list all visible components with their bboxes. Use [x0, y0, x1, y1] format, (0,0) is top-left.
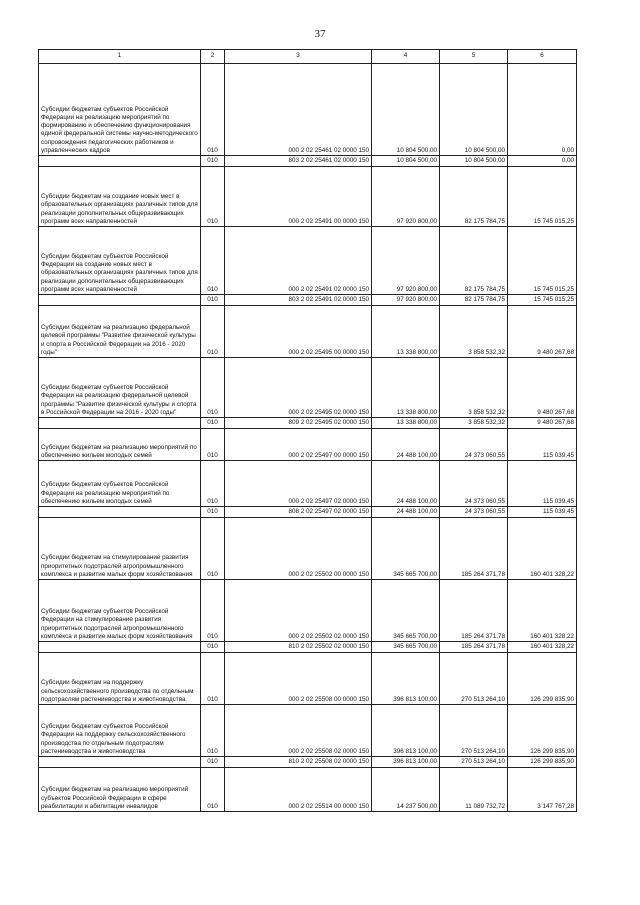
- row-remaining-amount: 9 480 267,68: [508, 306, 577, 358]
- row-budget-code: 000 2 02 25497 02 0000 150: [225, 461, 372, 507]
- table-row: [39, 518, 577, 580]
- row-budget-code: 803 2 02 25461 02 0000 150: [225, 156, 372, 167]
- row-name: Субсидии бюджетам субъектов Российской Федерации на реализацию мероприятий по обеспечению жильем молодых семей: [39, 461, 201, 507]
- row-name: Субсидии бюджетам на стимулирование развития приоритетных подотраслей агропромышленного комплекса и развитие малых форм хозяйствования: [39, 518, 201, 580]
- row-approved-amount: 97 920 800,00: [372, 167, 440, 227]
- budget-table: [38, 49, 577, 812]
- table-row: [39, 167, 577, 227]
- row-remaining-amount: 9 480 267,68: [508, 358, 577, 418]
- row-remaining-amount: 160 401 328,22: [508, 518, 577, 580]
- row-remaining-amount: 115 039,45: [508, 429, 577, 461]
- table-row: [39, 757, 577, 768]
- row-budget-code: 000 2 02 25502 02 0000 150: [225, 580, 372, 642]
- row-remaining-amount: 126 299 835,90: [508, 757, 577, 768]
- row-admin-code: 010: [201, 518, 225, 580]
- row-budget-code: 000 2 02 25495 02 0000 150: [225, 358, 372, 418]
- row-budget-code: 000 2 02 25461 02 0000 150: [225, 64, 372, 156]
- row-budget-code: 808 2 02 25497 02 0000 150: [225, 507, 372, 518]
- row-executed-amount: 185 264 371,78: [440, 518, 508, 580]
- row-executed-amount: 3 858 532,32: [440, 358, 508, 418]
- row-executed-amount: 24 373 060,55: [440, 429, 508, 461]
- row-admin-code: 010: [201, 429, 225, 461]
- row-admin-code: 010: [201, 507, 225, 518]
- row-admin-code: 010: [201, 64, 225, 156]
- row-executed-amount: 3 858 532,32: [440, 306, 508, 358]
- row-executed-amount: 10 804 500,00: [440, 64, 508, 156]
- row-approved-amount: 14 237 500,00: [372, 768, 440, 812]
- row-name: [39, 295, 201, 306]
- row-admin-code: 010: [201, 653, 225, 705]
- table-row: [39, 295, 577, 306]
- row-admin-code: 010: [201, 167, 225, 227]
- row-admin-code: 010: [201, 156, 225, 167]
- row-budget-code: 000 2 02 25508 02 0000 150: [225, 705, 372, 757]
- row-budget-code: 803 2 02 25491 02 0000 150: [225, 295, 372, 306]
- row-executed-amount: 270 513 264,10: [440, 653, 508, 705]
- row-approved-amount: 396 813 100,00: [372, 757, 440, 768]
- column-header: 1: [39, 50, 201, 64]
- row-remaining-amount: 160 401 328,22: [508, 580, 577, 642]
- row-name: Субсидии бюджетам субъектов Российской Федерации на реализацию мероприятий по формированию и обеспечению функционирования единой федеральной системы научно-методического сопровождения педагогических работников и управленческих кадров: [39, 64, 201, 156]
- row-budget-code: 000 2 02 25495 00 0000 150: [225, 306, 372, 358]
- row-approved-amount: 13 338 800,00: [372, 358, 440, 418]
- row-name: Субсидии бюджетам субъектов Российской Федерации на поддержку сельскохозяйственного производства по отдельным подотраслям растениеводства и животноводства: [39, 705, 201, 757]
- row-name: [39, 507, 201, 518]
- column-header: 4: [372, 50, 440, 64]
- row-approved-amount: 24 488 100,00: [372, 429, 440, 461]
- row-admin-code: 010: [201, 418, 225, 429]
- row-approved-amount: 396 813 100,00: [372, 705, 440, 757]
- row-executed-amount: 10 804 500,00: [440, 156, 508, 167]
- table-row: [39, 705, 577, 757]
- row-budget-code: 000 2 02 25491 02 0000 150: [225, 227, 372, 295]
- row-budget-code: 000 2 02 25502 00 0000 150: [225, 518, 372, 580]
- row-approved-amount: 345 665 700,00: [372, 642, 440, 653]
- table-row: [39, 580, 577, 642]
- row-approved-amount: 13 338 800,00: [372, 418, 440, 429]
- row-name: Субсидии бюджетам субъектов Российской Федерации на стимулирование развития приоритетных подотраслей агропромышленного комплекса и развитие малых форм хозяйствования: [39, 580, 201, 642]
- row-executed-amount: 11 089 732,72: [440, 768, 508, 812]
- row-budget-code: 809 2 02 25495 02 0000 150: [225, 418, 372, 429]
- row-admin-code: 010: [201, 227, 225, 295]
- row-name: Субсидии бюджетам субъектов Российской Федерации на реализацию федеральной целевой программы "Развитие физической культуры и спорта в Российской Федерации на 2016 - 2020 годы": [39, 358, 201, 418]
- row-budget-code: 000 2 02 25514 00 0000 150: [225, 768, 372, 812]
- row-remaining-amount: 115 039,45: [508, 461, 577, 507]
- table-body: [39, 64, 577, 812]
- row-executed-amount: 185 264 371,78: [440, 580, 508, 642]
- row-name: Субсидии бюджетам на поддержку сельскохозяйственного производства по отдельным подотраслям растениеводства и животноводства: [39, 653, 201, 705]
- row-executed-amount: 270 513 264,10: [440, 705, 508, 757]
- row-approved-amount: 396 813 100,00: [372, 653, 440, 705]
- table-row: [39, 461, 577, 507]
- row-approved-amount: 345 665 700,00: [372, 518, 440, 580]
- table-row: [39, 156, 577, 167]
- row-approved-amount: 10 804 500,00: [372, 64, 440, 156]
- row-remaining-amount: 15 745 015,25: [508, 167, 577, 227]
- column-header: 6: [508, 50, 577, 64]
- row-admin-code: 010: [201, 580, 225, 642]
- row-executed-amount: 82 175 784,75: [440, 295, 508, 306]
- table-row: [39, 642, 577, 653]
- row-remaining-amount: 115 039,45: [508, 507, 577, 518]
- table-row: [39, 429, 577, 461]
- row-admin-code: 010: [201, 358, 225, 418]
- row-approved-amount: 24 488 100,00: [372, 461, 440, 507]
- table-row: [39, 768, 577, 812]
- table-row: [39, 507, 577, 518]
- row-executed-amount: 185 264 371,78: [440, 642, 508, 653]
- row-budget-code: 000 2 02 25508 00 0000 150: [225, 653, 372, 705]
- row-name: [39, 642, 201, 653]
- row-remaining-amount: 15 745 015,25: [508, 295, 577, 306]
- column-header: 2: [201, 50, 225, 64]
- table-row: [39, 64, 577, 156]
- row-name: [39, 156, 201, 167]
- row-name: Субсидии бюджетам на реализацию мероприятий субъектов Российской Федерации в сфере реабилитации и абилитации инвалидов: [39, 768, 201, 812]
- row-admin-code: 010: [201, 757, 225, 768]
- row-approved-amount: 10 804 500,00: [372, 156, 440, 167]
- row-admin-code: 010: [201, 461, 225, 507]
- row-executed-amount: 3 858 532,32: [440, 418, 508, 429]
- page-number: 37: [314, 28, 326, 40]
- column-header: 5: [440, 50, 508, 64]
- row-executed-amount: 82 175 784,75: [440, 227, 508, 295]
- row-executed-amount: 24 373 060,55: [440, 507, 508, 518]
- row-remaining-amount: 126 299 835,90: [508, 653, 577, 705]
- row-remaining-amount: 126 299 835,90: [508, 705, 577, 757]
- table-header-row: [39, 50, 577, 64]
- row-budget-code: 000 2 02 25491 00 0000 150: [225, 167, 372, 227]
- row-budget-code: 000 2 02 25497 00 0000 150: [225, 429, 372, 461]
- row-admin-code: 010: [201, 642, 225, 653]
- row-executed-amount: 270 513 264,10: [440, 757, 508, 768]
- row-remaining-amount: 3 147 767,28: [508, 768, 577, 812]
- row-remaining-amount: 0,00: [508, 64, 577, 156]
- row-approved-amount: 97 920 800,00: [372, 295, 440, 306]
- row-admin-code: 010: [201, 306, 225, 358]
- row-approved-amount: 13 338 800,00: [372, 306, 440, 358]
- row-budget-code: 810 2 02 25508 02 0000 150: [225, 757, 372, 768]
- table-row: [39, 653, 577, 705]
- row-name: [39, 757, 201, 768]
- column-header: 3: [225, 50, 372, 64]
- row-remaining-amount: 160 401 328,22: [508, 642, 577, 653]
- row-approved-amount: 24 488 100,00: [372, 507, 440, 518]
- row-admin-code: 010: [201, 295, 225, 306]
- row-remaining-amount: 0,00: [508, 156, 577, 167]
- row-name: Субсидии бюджетам на создание новых мест в образовательных организациях различных типов для реализации дополнительных общеразвивающих программ всех направленностей: [39, 167, 201, 227]
- row-remaining-amount: 9 480 267,68: [508, 418, 577, 429]
- row-name: Субсидии бюджетам на реализацию федеральной целевой программы "Развитие физической культуры и спорта в Российской Федерации на 2016 - 2020 годы": [39, 306, 201, 358]
- row-name: [39, 418, 201, 429]
- table-row: [39, 418, 577, 429]
- table-row: [39, 306, 577, 358]
- row-executed-amount: 24 373 060,55: [440, 461, 508, 507]
- row-name: Субсидии бюджетам на реализацию мероприятий по обеспечению жильем молодых семей: [39, 429, 201, 461]
- row-budget-code: 810 2 02 25502 02 0000 150: [225, 642, 372, 653]
- row-admin-code: 010: [201, 768, 225, 812]
- row-executed-amount: 82 175 784,75: [440, 167, 508, 227]
- row-remaining-amount: 15 745 015,25: [508, 227, 577, 295]
- table-row: [39, 227, 577, 295]
- table-row: [39, 358, 577, 418]
- row-approved-amount: 345 665 700,00: [372, 580, 440, 642]
- row-approved-amount: 97 920 800,00: [372, 227, 440, 295]
- row-admin-code: 010: [201, 705, 225, 757]
- row-name: Субсидии бюджетам субъектов Российской Федерации на создание новых мест в образовательных организациях различных типов для реализации дополнительных общеразвивающих программ всех направленностей: [39, 227, 201, 295]
